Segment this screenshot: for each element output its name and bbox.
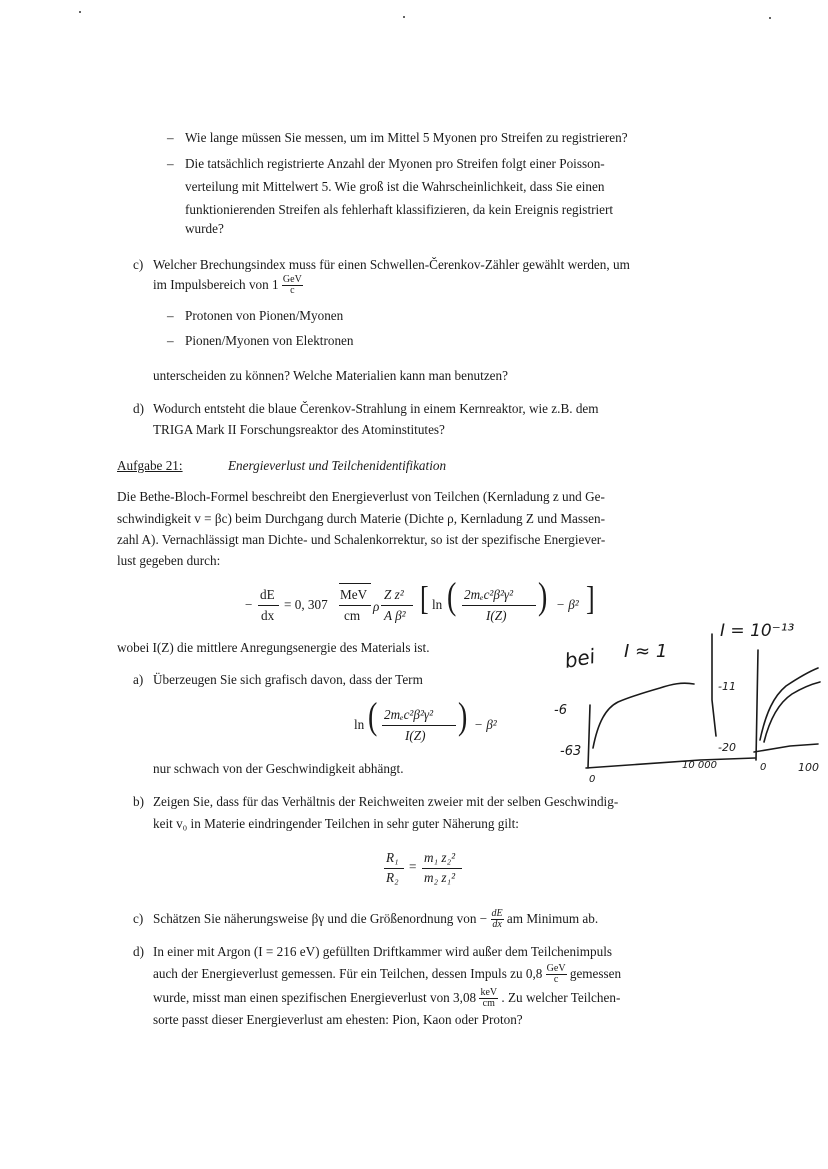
- item-c-closing: unterscheiden zu können? Welche Materialien kann man benutzen?: [153, 368, 508, 383]
- paren-left: (: [368, 696, 378, 739]
- bullet-dash: –: [167, 308, 174, 323]
- log-term-formula: ln ( 2mₑc²β²γ² I(Z) ) − β²: [354, 696, 497, 743]
- paren-left: (: [447, 576, 457, 619]
- bracket-left: [: [420, 579, 429, 618]
- hand-x-end-right: 100: [798, 761, 819, 774]
- dEdx-fraction: $\frac{dE}{dx}$: [491, 908, 503, 931]
- item-d2-text: sorte passt dieser Energieverlust am ehesten: Pion, Kaon oder Proton?: [153, 1012, 523, 1027]
- item-label: c): [133, 257, 144, 272]
- bullet-text: verteilung mit Mittelwert 5. Wie groß ist die Wahrscheinlichkeit, dass Sie einen: [185, 179, 605, 194]
- after-formula: wobei I(Z) die mittlere Anregungsenergie des Materials ist.: [117, 640, 430, 655]
- bethe-bloch-formula: − dE dx = 0, 307 MeV cm ρ Z z² A β² [ ln ( 2mₑc²β²γ² I(Z) ) − β² ]: [245, 576, 595, 623]
- item-label: b): [133, 794, 144, 809]
- hand-bei: bei: [562, 643, 597, 673]
- item-d2-text: In einer mit Argon (I = 216 eV) gefüllten Driftkammer wird außer dem Teilchenimpuls: [153, 944, 613, 959]
- item-d2-text: auch der Energieverlust gemessen. Für ein Teilchen, dessen Impuls zu 0,8 $\frac{\text{GeV}}{c}$ gemessen: [153, 963, 622, 986]
- hand-y-bottom-left: -63: [560, 744, 582, 759]
- paren-right: ): [458, 696, 468, 739]
- item-d-text: TRIGA Mark II Forschungsreaktor des Atominstitutes?: [153, 422, 445, 437]
- item-d-text: Wodurch entsteht die blaue Čerenkov-Strahlung in einem Kernreaktor, wie z.B. dem: [153, 401, 599, 416]
- item-a-text: Überzeugen Sie sich grafisch davon, dass der Term: [153, 672, 423, 687]
- item-label: d): [133, 944, 144, 959]
- sketch-right-y-axis: [756, 650, 758, 760]
- unit-fraction: $\frac{\text{GeV}}{c}$: [282, 274, 302, 297]
- bullet-text: wurde?: [185, 221, 224, 236]
- bracket-right: ]: [586, 579, 595, 618]
- hand-I2: I = 10⁻¹³: [720, 621, 795, 641]
- hand-y-top-right: -11: [718, 680, 736, 693]
- item-label: c): [133, 911, 144, 926]
- unit-fraction: $\frac{\text{GeV}}{c}$: [546, 963, 566, 986]
- range-ratio-formula: R₁ R₂ = m₁ z₂² m₂ z₁²: [0, 846, 560, 890]
- sketch-right-curve: [764, 682, 820, 742]
- item-label: d): [133, 401, 144, 416]
- item-d2-text: wurde, misst man einen spezifischen Energieverlust von 3,08 $\frac{\text{keV}}{cm}$ . Zu welcher Teilchen-: [153, 987, 621, 1010]
- item-b-text: Zeigen Sie, dass für das Verhältnis der Reichweiten zweier mit der selben Geschwindig-: [153, 794, 619, 809]
- hand-I1: I ≈ 1: [624, 641, 668, 662]
- hand-y-bottom-right: -20: [718, 741, 736, 754]
- unit-fraction: $\frac{\text{keV}}{cm}$: [480, 987, 498, 1010]
- bullet-text: funktionierenden Streifen als fehlerhaft klassifizieren, da kein Ereignis registriert: [185, 202, 614, 217]
- item-b-text: keit v₀ in Materie eindringender Teilchen in sehr guter Näherung gilt:: [153, 816, 519, 831]
- sketch-separator: [712, 634, 716, 736]
- hand-x-zero-left: 0: [589, 774, 596, 785]
- item-c-text: Welcher Brechungsindex muss für einen Schwellen-Čerenkov-Zähler gewählt werden, um: [153, 257, 630, 272]
- item-c-line2: im Impulsbereich von 1: [153, 277, 279, 292]
- bullet-dash: –: [167, 333, 174, 348]
- intro-line: lust gegeben durch:: [117, 553, 221, 568]
- paren-right: ): [538, 576, 548, 619]
- bullet-dash: –: [167, 156, 174, 171]
- hand-x-end-left: 10 000: [682, 760, 717, 771]
- item-c2-text: Schätzen Sie näherungsweise βγ und die Größenordnung von − $\frac{dE}{dx}$ am Minimum ab.: [153, 908, 599, 931]
- sketch-left-curve: [593, 683, 694, 748]
- bullet-dash: –: [167, 130, 174, 145]
- intro-line: zahl A). Vernachlässigt man Dichte- und Schalenkorrektur, so ist der spezifische Energiever-: [117, 532, 606, 547]
- sketch-left-y-axis: [588, 705, 590, 768]
- item-label: a): [133, 672, 144, 687]
- sub-bullet: Pionen/Myonen von Elektronen: [185, 333, 354, 348]
- intro-line: Die Bethe-Bloch-Formel beschreibt den Energieverlust von Teilchen (Kernladung z und Ge-: [117, 489, 605, 504]
- task-heading-label: Aufgabe 21:: [117, 458, 183, 473]
- hand-x-zero-right: 0: [760, 762, 767, 773]
- hand-y-top-left: -6: [554, 703, 567, 718]
- sketch-right-x-axis: [754, 744, 818, 752]
- sub-bullet: Protonen von Pionen/Myonen: [185, 308, 344, 323]
- bullet-text: Wie lange müssen Sie messen, um im Mittel 5 Myonen pro Streifen zu registrieren?: [185, 130, 628, 145]
- sketch-left-x-axis: [586, 758, 755, 768]
- bullet-text: Die tatsächlich registrierte Anzahl der Myonen pro Streifen folgt einer Poisson-: [185, 156, 605, 171]
- item-a-text: nur schwach von der Geschwindigkeit abhängt.: [153, 761, 404, 776]
- intro-line: schwindigkeit v = βc) beim Durchgang durch Materie (Dichte ρ, Kernladung Z und Massen-: [117, 511, 606, 526]
- sketch-right-curve: [760, 668, 818, 740]
- task-heading-title: Energieverlust und Teilchenidentifikation: [228, 458, 447, 473]
